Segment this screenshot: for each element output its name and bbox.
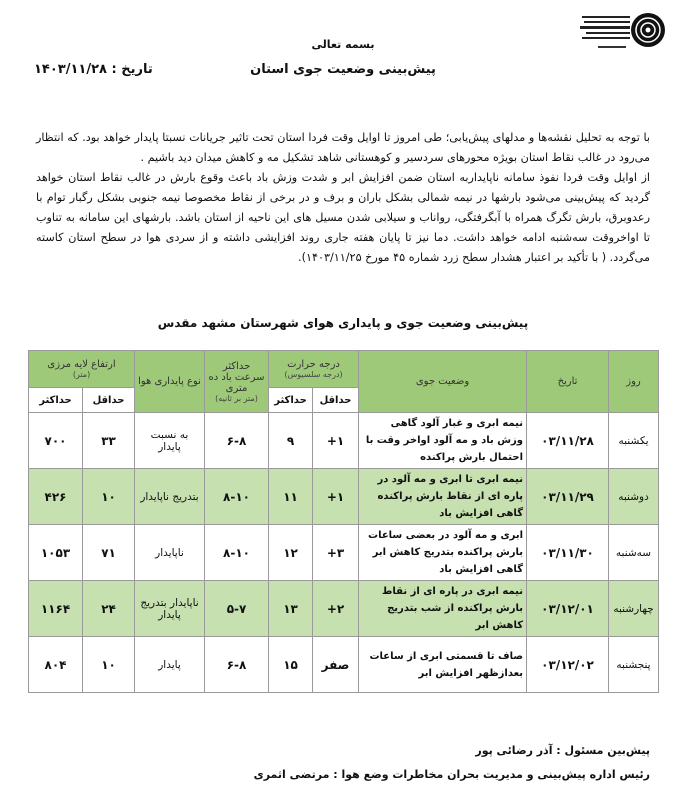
date-value: ۱۴۰۳/۱۱/۲۸ xyxy=(34,62,107,77)
header-temp-max: حداکثر xyxy=(269,388,313,413)
cell-condition: ابری و مه آلود در بعضی ساعات بارش پراکنده بتدریج کاهش ابر گاهی افزایش باد xyxy=(359,525,527,581)
cell-boundary-min: ۳۳ xyxy=(83,413,135,469)
cell-condition: نیمه ابری در پاره ای از نقاط بارش پراکنده از شب بتدریج کاهش ابر xyxy=(359,581,527,637)
cell-temp-max: ۱۵ xyxy=(269,637,313,693)
cell-condition: صاف تا قسمتی ابری از ساعات بعدازظهر افزایش ابر xyxy=(359,637,527,693)
cell-stability: ناپایدار بتدریج پایدار xyxy=(135,581,205,637)
document-date xyxy=(34,62,234,77)
header-date: تاریخ xyxy=(527,351,609,413)
cell-day: سه‌شنبه xyxy=(609,525,659,581)
header-boundary-layer: ارتفاع لایه مرزی (متر) xyxy=(29,351,135,388)
department-head-signature: رئیس اداره پیش‌بینی و مدیریت بحران مخاطرات وضع هوا : مرتضی اثمری xyxy=(253,768,650,781)
cell-boundary-max: ۱۰۵۳ xyxy=(29,525,83,581)
cell-boundary-max: ۴۲۶ xyxy=(29,469,83,525)
cell-temp-max: ۱۲ xyxy=(269,525,313,581)
cell-boundary-max: ۸۰۴ xyxy=(29,637,83,693)
header-boundary-min: حداقل xyxy=(83,388,135,413)
forecast-paragraph-2: از اوایل وقت فردا نفوذ سامانه ناپایداربه استان ضمن افزایش ابر و شدت وزش باد باعث وقوع بارش در غالب نقاط استان خواهد گردید که پیش‌بینی می‌شود بارشها در نیمه شمالی بشکل باران و برف و در برخی از نقاط مخصوصا نیمه جنوبی بشکل رگبار توام با رعدوبرق، بارش تگرگ همراه با آبگرفتگی، رواناب و سیلابی شدن مسیل های این ناحیه از استان باشد. بارشهای این سامانه به تناوب تا اواخروقت سه‌شنبه ادامه خواهد داشت. دما نیز تا پایان هفته جاری روند افزایشی داشته و از سردی هوا در سطح استان کاسته می‌گردد. ( با تأکید بر اعتبار هشدار سطح زرد شماره ۴۵ مورخ ۱۴۰۳/۱۱/۲۵). xyxy=(36,171,650,264)
cell-day: چهارشنبه xyxy=(609,581,659,637)
cell-boundary-min: ۱۰ xyxy=(83,469,135,525)
cell-boundary-max: ۷۰۰ xyxy=(29,413,83,469)
cell-date: ۰۳/۱۲/۰۲ xyxy=(527,637,609,693)
cell-wind: ۸-۱۰ xyxy=(205,525,269,581)
cell-stability: ناپایدار xyxy=(135,525,205,581)
header-boundary-max: حداکثر xyxy=(29,388,83,413)
cell-condition: نیمه ابری و غبار آلود گاهی وزش باد و مه آلود اواخر وقت با احتمال بارش پراکنده xyxy=(359,413,527,469)
header-condition: وضعیت جوی xyxy=(359,351,527,413)
cell-wind: ۵-۷ xyxy=(205,581,269,637)
cell-boundary-max: ۱۱۶۴ xyxy=(29,581,83,637)
cell-boundary-min: ۲۴ xyxy=(83,581,135,637)
table-title: پیش‌بینی وضعیت جوی و پایداری هوای شهرستان مشهد مقدس xyxy=(157,316,529,330)
cell-temp-max: ۱۱ xyxy=(269,469,313,525)
table-row xyxy=(29,413,659,469)
cell-temp-min: ۱+ xyxy=(313,413,359,469)
cell-stability: پایدار xyxy=(135,637,205,693)
cell-wind: ۶-۸ xyxy=(205,413,269,469)
header-temperature: درجه حرارت (درجه سلسیوس) xyxy=(269,351,359,388)
cell-date: ۰۳/۱۲/۰۱ xyxy=(527,581,609,637)
date-label: تاریخ : xyxy=(111,62,153,77)
cell-boundary-min: ۱۰ xyxy=(83,637,135,693)
table-header-row xyxy=(29,351,659,388)
cell-wind: ۸-۱۰ xyxy=(205,469,269,525)
cell-date: ۰۳/۱۱/۲۹ xyxy=(527,469,609,525)
forecast-table xyxy=(28,350,659,693)
cell-day: دوشنبه xyxy=(609,469,659,525)
cell-date: ۰۳/۱۱/۳۰ xyxy=(527,525,609,581)
cell-temp-min: ۱+ xyxy=(313,469,359,525)
forecaster-signature: پیش‌بین مسئول : آذر رضائی پور xyxy=(475,744,650,757)
cell-temp-max: ۹ xyxy=(269,413,313,469)
table-row xyxy=(29,469,659,525)
header-temp-min: حداقل xyxy=(313,388,359,413)
cell-boundary-min: ۷۱ xyxy=(83,525,135,581)
header-wind: حداکثر سرعت باد ده متری (متر بر ثانیه) xyxy=(205,351,269,413)
page-title: پیش‌بینی وضعیت جوی استان xyxy=(250,62,436,77)
cell-temp-min: ۳+ xyxy=(313,525,359,581)
table-row xyxy=(29,525,659,581)
basmala: بسمه تعالی xyxy=(311,38,375,51)
header-stability: نوع پایداری هوا xyxy=(135,351,205,413)
cell-temp-max: ۱۳ xyxy=(269,581,313,637)
cell-day: پنجشنبه xyxy=(609,637,659,693)
cell-stability: بتدریج ناپایدار xyxy=(135,469,205,525)
cell-wind: ۶-۸ xyxy=(205,637,269,693)
header-day: روز xyxy=(609,351,659,413)
table-row xyxy=(29,581,659,637)
cell-date: ۰۳/۱۱/۲۸ xyxy=(527,413,609,469)
forecast-paragraph-1: با توجه به تحلیل نقشه‌ها و مدلهای پیش‌یابی؛ طی امروز تا اوایل وقت فردا استان تحت تاثیر جریانات نسبتا پایدار خواهد بود. که انتظار می‌رود در غالب نقاط استان بویژه محورهای سردسیر و کوهستانی شاهد تشکیل مه و کاهش میدان دید باشیم . xyxy=(36,131,650,164)
cell-temp-min: صفر xyxy=(313,637,359,693)
cell-day: یکشنبه xyxy=(609,413,659,469)
cell-condition: نیمه ابری تا ابری و مه آلود در پاره ای از نقاط بارش پراکنده گاهی افزایش باد xyxy=(359,469,527,525)
cell-temp-min: ۲+ xyxy=(313,581,359,637)
cell-stability: به نسبت پایدار xyxy=(135,413,205,469)
forecast-body xyxy=(36,128,650,268)
table-row xyxy=(29,637,659,693)
